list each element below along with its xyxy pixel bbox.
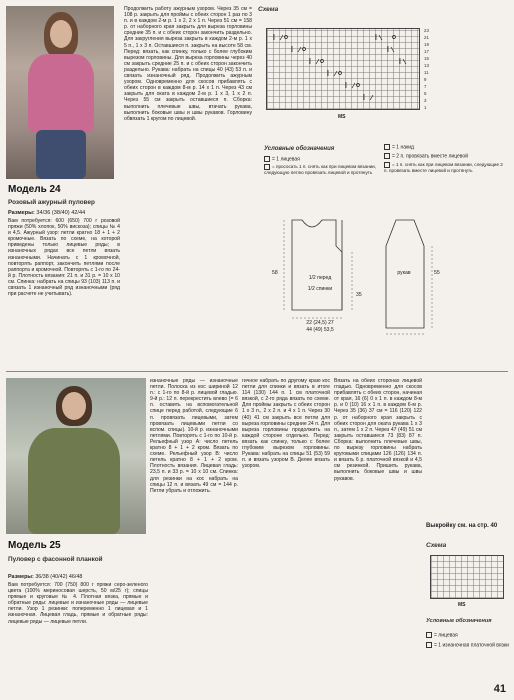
- k2tog-icon: [384, 153, 390, 159]
- row-number: 7: [424, 84, 427, 89]
- legend-25-item-knit: [426, 632, 510, 638]
- row-number: 13: [424, 63, 429, 68]
- model-25-subtitle: Пуловер с фасонной планкой: [8, 556, 103, 563]
- label-half-front: 1/2 перед: [308, 275, 332, 281]
- row-number: 9: [424, 77, 427, 82]
- purl-symbol-icon: [426, 642, 432, 648]
- row-number: 17: [424, 49, 429, 54]
- knitting-chart-25: [430, 555, 504, 599]
- legend-25-item-purl: [426, 642, 510, 648]
- row-number: 21: [424, 35, 429, 40]
- model-25-text-4: Вязать на обеих сторонах лицевой гладью. Одновременно для скосов прибавлять с обеих сторон, начиная от края, 16 (6) 0 x 1 п. в каждом 8-м р. и 0 (10) 16 x 1 п. в каждом 6-м р. Через 35 (36) 37 см = 116 (120) 122 р. от наборного края закрыть с обеих сторон для оката рукава 1 x 3 п., затем 1 x 2 п. Через 47 (49) 51 см закрыть оставшиеся 73 (83) 87 п. Сборка: выполнить плечевые швы, по вырезу горловины набрать круговыми спицами 126 (126) 134 п. и вязать 6 р. платочной вязкой и 4,5 см резинкой. Пришить рукава, выполнить боковые швы и швы рукавов.: [334, 378, 422, 482]
- measure-width: 22 (24,5) 27: [306, 320, 334, 326]
- legend-title: Условные обозначения: [264, 146, 335, 152]
- row-number: 15: [424, 56, 429, 61]
- model-25-title: Модель 25: [8, 540, 61, 551]
- model-25-photo: [6, 378, 146, 534]
- legend-text: = прососать 1 п. снять как при лицевом вязании, следующую петлю провязать лицевой и протянуть: [264, 164, 377, 175]
- sizes-label: Размеры:: [8, 210, 35, 216]
- model-24-text-1: Вам потребуется: 600 (650) 700 г розовой пряжи (50% хлопок, 50% вискоза); спицы № 4 и 4,5. Ажурный узор: петли кратно 18 + 1 + 2 кромочные. Вязать по схеме, на которой приведены только лицевые ряды; в изнаночных рядах все петли вязать изнаночными. Начинать с 1 кромочной, повторять раппорт, закончить петлями после раппорта и кромочной. Повторять с 1-го по 24-й р. Плотность вязания: 21 п. и 31 р. = 10 x 10 см. Спинка: набрать на спицы 93 (103) 113 п. и связать 1 изнаночный ряд изнаночными (ряд при расчете не учитывать).: [8, 218, 120, 298]
- model-24-photo: [6, 6, 114, 179]
- scheme-25-title: Схема: [426, 542, 447, 549]
- legend-25-title: Условные обозначения: [426, 618, 492, 624]
- model-25-sizes: [8, 574, 148, 580]
- legend-text: = 2 п. провязать вместе лицевой: [392, 153, 468, 160]
- yarn-over-icon: [384, 144, 390, 150]
- ms-label: MS: [338, 114, 346, 120]
- legend-text: = 1 лицевая: [272, 156, 300, 163]
- knit-symbol-icon: [426, 632, 432, 638]
- model-24-title: Модель 24: [8, 184, 61, 195]
- scheme-title: Схема: [258, 6, 279, 13]
- row-number: 1: [424, 105, 427, 110]
- sizes-value: 36/38 (40/42) 46/48: [35, 574, 83, 580]
- row-number: 5: [424, 91, 427, 96]
- model-25-text-3: гичное набрать по другому краю кос петли для спинки и вязать в итоге 114 (130) 144 п. 1 см платочной вязкой, с 2-го ряда вязать по схеме. Для проймы закрыть с обеих сторон 1 x 3 п., 2 x 2 п. и 4 x 1 п. Через 30 (40) 41 см закрыть все петли для выреза горловины средние 24 п. Для выреза горловины продолжить на каждой стороне отдельно. Перед: вязать как спинку, только с более глубоким вырезом горловины. Рукава: набрать на спицы 51 (53) 59 п. и вязать узором В. Делее вязать узором.: [242, 378, 330, 470]
- legend-text: = 1 изнаночная платочной вязки: [434, 642, 509, 649]
- section-divider: [6, 371, 508, 372]
- pattern-reference: Выкройку см. на стр. 40: [426, 523, 498, 529]
- legend-item-k2tog: [384, 153, 506, 159]
- label-sleeve: рукав: [397, 270, 411, 276]
- measure-chest: 44 (49) 53,5: [306, 327, 334, 333]
- legend-item-yarn-over: [384, 144, 506, 150]
- model-25-text-1: Вам потребуется: 700 (750) 800 г пряжи серо-зеленого цвета (100% мериносовая шерсть, 50 м/25 г); спицы прямые и круговые № 4. Плотная вязка, прямые и обратные ряды: лицевые и изнаночные ряды — лицевые петли. Узор 1 резинки: попеременно 1 лицевая и 1 изнаночная. Лицевая гладь, прямые и обратные ряды: лицевые ряды — лицевые петли.: [8, 582, 148, 625]
- label-half-back: 1/2 спинки: [307, 286, 333, 292]
- model-25-text-2: изнаночные ряды — изнаночные петли. Полоска из кос шириной 12 п.: с 1-го по 8-й р. лицевой гладью. 9-й р.: 12 п. перекрестить влево (= 6 п. оставить на вспомогательной спице перед работой, следующие 6 п. провязать лицевыми, затем провязать лицевыми петли со вспом. спицы). 10-й р. изнаночными петлями. Повторять с 1-го по 10-й р. Рельефный узор А: число петель кратно 8 + 1 + 2 кром. Вязать по схеме. Рельефный узор В: число петель кратно 8 + 1 + 2 кром. Плотность вязания. Лицевая гладь: 23,5 п. и 33 р. = 10 x 10 см. Спинка: для резинки на кос набрать на спицы 12 п. и вязать 49 см = 144 р. Петли убрать и отложить.: [150, 378, 238, 494]
- model-24-sizes: [8, 210, 120, 216]
- ms-label-25: MS: [458, 602, 466, 608]
- legend-text: = 1 п. снять как при лицевом вязании, следующие 2 п. провязать вместе лицевой и протянуть: [384, 162, 503, 173]
- measure-sleeve-length: 55: [434, 270, 440, 276]
- knit-symbol-icon: [264, 156, 270, 162]
- chart-symbols-24: [266, 28, 420, 110]
- legend-item-ssk: [264, 164, 382, 175]
- legend-text: = 1 накид: [392, 144, 414, 151]
- legend-item-sk2p: [384, 162, 506, 173]
- page-number: 41: [493, 683, 506, 695]
- row-number: 11: [424, 70, 429, 75]
- measure-body-length: 58: [272, 270, 278, 276]
- model-24-text-2: Продолжить работу ажурным узором. Через 35 см = 108 р. закрыть для проймы с обеих сторон 1 раз по 3 п. и в каждом 2-м р. 1 x 2, 2 x 1 п. Через 51 см = 158 р. от наборного края закрыть для выреза горловины средние 35 п. и с обеих сторон закончить раздельно. Для закругления выреза закрыть в каждом 2-м р. 1 x 5 п., 1 x 3 п. Оставшиеся п. закрыть на высоте 58 см. Перед: вязать, как спинку, только с более глубоким вырезом горловины. Для выреза горловины через 40 см закрыть средние 25 п. и с обеих сторон закончить раздельно. Рукава: набрать на спицы 40 (43) 53 п. и связать изнаночный ряд. Продолжить ажурным узором. Одновременно для скосов прибавлять с обеих сторон в каждом 8-м р. 14 x 1 п. Через 43 см закрыть для оката в каждом 2-м р. 1 x 3, 1 x 2 п. Через 55 см закрыть оставшиеся п. Сборка: выполнить плечевые швы, втачать рукава, выполнить боковые швы и швы рукавов. Горловину обвязать 1 кругом по лицевой.: [124, 6, 252, 122]
- sizes-value: 34/36 (38/40) 42/44: [36, 210, 86, 216]
- model-24-subtitle: Розовый ажурный пуловер: [8, 199, 95, 206]
- row-number: 23: [424, 28, 429, 33]
- legend-text: = лицевая: [434, 632, 458, 639]
- row-number: 3: [424, 98, 427, 103]
- legend-item-knit: [264, 156, 382, 162]
- row-number: 19: [424, 42, 429, 47]
- sizes-label: Размеры:: [8, 574, 34, 580]
- measure-armhole: 35: [356, 292, 362, 298]
